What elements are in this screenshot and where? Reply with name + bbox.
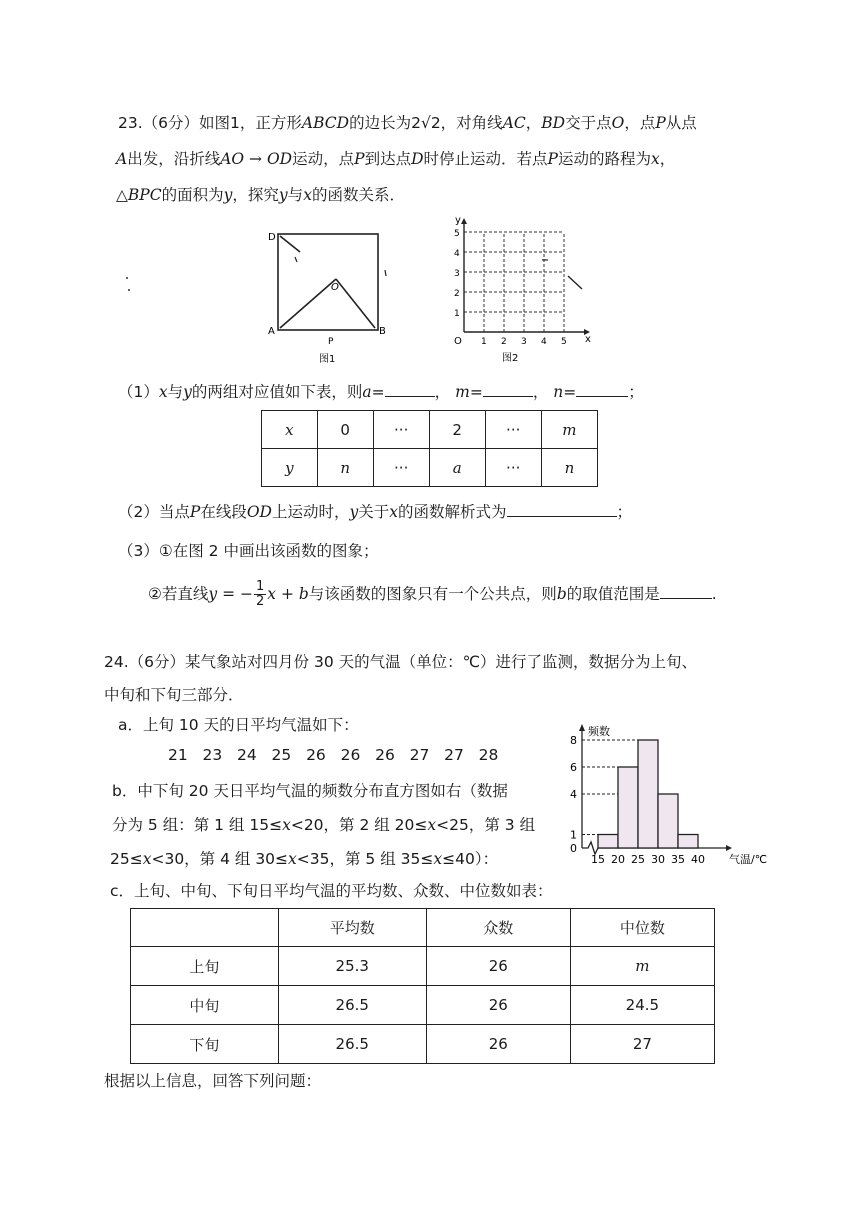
table-cell: n [541, 449, 597, 487]
var-m: m [455, 383, 470, 401]
figure-2-grid [444, 212, 594, 368]
stats-cell: m [570, 947, 714, 986]
var-x: x [427, 816, 437, 834]
q23-text: 到达点 [364, 150, 412, 168]
q23-number: 23. [118, 114, 143, 132]
segment-ob [336, 279, 375, 328]
q23-text: 时停止运动．若点 [423, 150, 548, 168]
q23-part-3-1: （3）①在图 2 中画出该函数的图象； [118, 542, 379, 560]
histogram-x-tick: 20 [611, 853, 625, 866]
table-cell: ··· [373, 449, 429, 487]
q23-text: 出发，沿折线 [127, 150, 221, 168]
part-2-text: 上运动时， [271, 503, 350, 521]
stats-cell: 中旬 [131, 986, 279, 1025]
stats-cell: 下旬 [131, 1025, 279, 1064]
part-2-text: 关于 [358, 503, 390, 521]
q24-line-2: 中旬和下旬三部分． [104, 686, 244, 704]
q23-triangle: △BPC [116, 186, 162, 204]
q23-text: ， [659, 150, 676, 168]
stats-header-cell: 众数 [426, 909, 570, 947]
q23-text: 如图1，正方形 [199, 114, 302, 132]
var-y: y [183, 383, 192, 401]
q23-text: 的函数关系． [311, 186, 405, 204]
part-2-text: 的函数解析式为 [398, 503, 507, 521]
part-b-text: <35，第 5 组 35≤ [296, 850, 434, 868]
q23-text: 的面积为 [161, 186, 224, 204]
q23-d: D [411, 150, 424, 168]
stats-row-first-ten [131, 947, 715, 986]
stats-header-cell: 平均数 [278, 909, 426, 947]
label-o: O [331, 282, 339, 293]
part-1-text: 与 [167, 383, 184, 401]
part-3-text: 的取值范围是 [566, 585, 660, 603]
tick-mark [295, 257, 297, 262]
stats-header-cell: 中位数 [570, 909, 714, 947]
var-n: n [553, 383, 564, 401]
part-b-text: <30，第 4 组 30≤ [151, 850, 289, 868]
var-x: x [288, 850, 297, 868]
equals: = [371, 383, 385, 401]
q24-points: （6分） [128, 653, 186, 671]
part-3-text: 与该函数的图象只有一个公共点，则 [308, 585, 557, 603]
part-b-text: 25≤ [110, 850, 143, 868]
q23-path: AO → OD [220, 150, 293, 168]
stats-cell: 27 [570, 1025, 714, 1064]
hist-y-label: 频数 [588, 725, 610, 738]
q23-ac: AC [502, 114, 526, 132]
figure-1-square [255, 222, 400, 368]
stray-stroke [568, 276, 582, 289]
histogram-y-tick: 6 [570, 761, 577, 774]
stats-header-row [131, 909, 715, 947]
answer-blank-b-range[interactable] [660, 582, 712, 599]
stats-cell: 26 [426, 986, 570, 1025]
y-axis-arrow-icon [461, 218, 467, 224]
stats-cell: 上旬 [131, 947, 279, 986]
temp-value: 24 [237, 746, 257, 764]
var-x: x [433, 850, 443, 868]
q23-p: P [547, 150, 558, 168]
equals: = [469, 383, 483, 401]
y-tick-label: 5 [454, 229, 460, 239]
equals: = [563, 383, 577, 401]
q23-x: x [650, 150, 660, 168]
q23-p: P [354, 150, 365, 168]
histogram-x-tick: 35 [671, 853, 685, 866]
table-cell: 0 [317, 411, 373, 449]
x-tick-label: 3 [521, 337, 527, 347]
y-tick-label: 4 [454, 249, 460, 259]
histogram-x-tick: 15 [591, 853, 605, 866]
value-table [261, 410, 598, 487]
part-b-text: 分为 5 组：第 1 组 15≤ [112, 816, 283, 834]
table-row-y [262, 449, 598, 487]
table-cell: ··· [485, 411, 541, 449]
q23-part-1 [118, 380, 644, 403]
histogram-y-tick: 4 [570, 788, 577, 801]
stats-cell: 26.5 [278, 986, 426, 1025]
histogram-chart [548, 720, 768, 872]
q23-text: ，探究 [232, 186, 279, 204]
q23-text: 运动，点 [292, 150, 355, 168]
q23-part-3-2 [148, 574, 717, 614]
tick-mark [385, 270, 386, 276]
segment-od-part [280, 236, 300, 252]
var-x: x [142, 850, 152, 868]
x-tick-label: 2 [501, 337, 507, 347]
stats-row-middle-ten [131, 986, 715, 1025]
label-a: A [268, 326, 275, 337]
histogram-bar [658, 794, 678, 848]
histogram-bar [598, 835, 618, 849]
q23-line-1 [118, 112, 697, 134]
histogram-y-tick: 0 [570, 842, 577, 855]
table-cell: ··· [485, 449, 541, 487]
q24-part-b-3 [110, 848, 498, 870]
part-b-text: <25，第 3 组 [436, 816, 536, 834]
x-axis-label: x [585, 334, 591, 345]
q24-part-c: c．上旬、中旬、下旬日平均气温的平均数、众数、中位数如表： [110, 882, 553, 900]
temp-value: 27 [409, 746, 430, 764]
q24-part-b-2 [112, 814, 535, 836]
answer-blank-expression[interactable] [507, 500, 617, 517]
q23-x: x [303, 186, 312, 204]
temp-value: 23 [202, 746, 223, 764]
q24-line-1 [104, 651, 697, 673]
q23-text: 交于点 [565, 114, 612, 132]
stats-cell: 26 [426, 947, 570, 986]
separator: . [711, 585, 717, 603]
table-cell: 2 [429, 411, 485, 449]
table-row-x [262, 411, 598, 449]
var-x: x [389, 503, 399, 521]
label-p: P [328, 337, 334, 347]
label-d: D [268, 232, 276, 243]
histogram-x-tick: 30 [651, 853, 665, 866]
histogram-y-tick: 8 [570, 734, 577, 747]
stray-dot [126, 277, 128, 279]
temp-value: 25 [271, 746, 292, 764]
part-1-label: （1） [118, 383, 159, 401]
var-x: x [282, 816, 291, 834]
separator: ， [532, 383, 549, 401]
y-tick-label: 1 [454, 309, 460, 319]
q23-line-3 [116, 184, 405, 206]
fraction-numerator: 1 [256, 579, 265, 594]
q23-bd: BD [541, 114, 566, 132]
q23-p: P [655, 114, 666, 132]
var-y: y [349, 503, 359, 521]
temp-value: 27 [444, 746, 464, 764]
figure-2-caption: 图2 [502, 353, 519, 364]
hist-x-arrow-icon [726, 845, 732, 851]
temp-value: 26 [306, 746, 326, 764]
y-tick-label: 2 [454, 289, 460, 299]
hist-y-arrow-icon [579, 724, 585, 731]
part-b-text: ≤40）： [442, 850, 499, 868]
y-axis-label: y [455, 215, 461, 226]
part-2-text: 在线段 [200, 503, 247, 521]
table-cell: n [317, 449, 373, 487]
q23-text: 运动的路程为 [557, 150, 651, 168]
part-3-text: ②若直线 [148, 585, 209, 603]
var-x: x [158, 383, 168, 401]
figure-1-caption: 图1 [319, 354, 336, 365]
answer-blank-m[interactable] [483, 380, 533, 397]
table-cell: ··· [373, 411, 429, 449]
line-equation-lhs: y = − [208, 585, 253, 603]
temp-value: 21 [168, 746, 188, 764]
histogram-bar [618, 767, 638, 848]
q23-part-2 [118, 500, 632, 523]
q23-y: y [223, 186, 233, 204]
separator: ， [434, 383, 451, 401]
q24-part-a: a．上旬 10 天的日平均气温如下： [118, 716, 359, 734]
answer-blank-a[interactable] [385, 380, 435, 397]
q23-a: A [116, 150, 128, 168]
q23-text: 与 [287, 186, 304, 204]
q23-line-2 [116, 148, 675, 170]
origin-label: O [454, 336, 462, 347]
q23-text: ， [525, 114, 542, 132]
part-1-text: 的两组对应值如下表，则 [191, 383, 363, 401]
part-2-text: （2）当点 [118, 503, 190, 521]
stats-cell: 24.5 [570, 986, 714, 1025]
q23-o: O [611, 114, 625, 132]
fraction-denominator: 2 [256, 594, 265, 609]
histogram-bar [638, 740, 658, 848]
stats-cell: 26 [426, 1025, 570, 1064]
q23-abcd: ABCD [301, 114, 350, 132]
q24-closing: 根据以上信息，回答下列问题： [104, 1072, 322, 1090]
x-tick-label: 4 [541, 337, 547, 347]
q24-part-b-1: b．中下旬 20 天日平均气温的频数分布直方图如右（数据 [112, 782, 508, 800]
table-cell: x [262, 411, 318, 449]
temp-value: 26 [340, 746, 361, 764]
q23-y: y [278, 186, 288, 204]
stats-row-last-ten [131, 1025, 715, 1064]
stats-cell: 25.3 [278, 947, 426, 986]
y-tick-label: 3 [454, 269, 460, 279]
separator: ； [628, 383, 644, 401]
var-p: P [189, 503, 201, 521]
temp-value: 28 [478, 746, 499, 764]
var-b: b [556, 585, 567, 603]
part-b-text: <20，第 2 组 20≤ [290, 816, 428, 834]
label-b: B [379, 326, 386, 337]
segment-ao [280, 279, 336, 328]
var-a: a [362, 383, 372, 401]
histogram-bar [678, 835, 698, 849]
q24-text: 某气象站对四月份 30 天的气温（单位：℃）进行了监测，数据分为上旬、 [185, 653, 698, 671]
histogram-x-tick: 40 [691, 853, 705, 866]
hist-x-label: 气温/℃ [729, 853, 768, 866]
stats-header-cell [131, 909, 279, 947]
q24-temps [168, 744, 498, 766]
q23-text: 从点 [665, 114, 697, 132]
stats-table [130, 908, 715, 1064]
q23-text: 的边长为2√2，对角线 [349, 114, 503, 132]
histogram-y-tick: 1 [570, 828, 577, 842]
line-equation-rhs: x + b [267, 585, 309, 603]
stray-dot [128, 289, 130, 291]
table-cell: m [541, 411, 597, 449]
fraction [254, 580, 266, 609]
q23-text: ，点 [624, 114, 656, 132]
q23-points: （6分） [142, 114, 200, 132]
temp-value: 26 [375, 746, 395, 764]
answer-blank-n[interactable] [576, 380, 628, 397]
x-tick-label: 5 [561, 337, 567, 347]
segment-od: OD [246, 503, 272, 521]
table-cell: a [429, 449, 485, 487]
table-cell: y [262, 449, 318, 487]
q24-number: 24. [104, 653, 129, 671]
separator: ； [616, 503, 633, 521]
stats-cell: 26.5 [278, 1025, 426, 1064]
x-tick-label: 1 [481, 337, 487, 347]
histogram-x-tick: 25 [631, 853, 645, 866]
